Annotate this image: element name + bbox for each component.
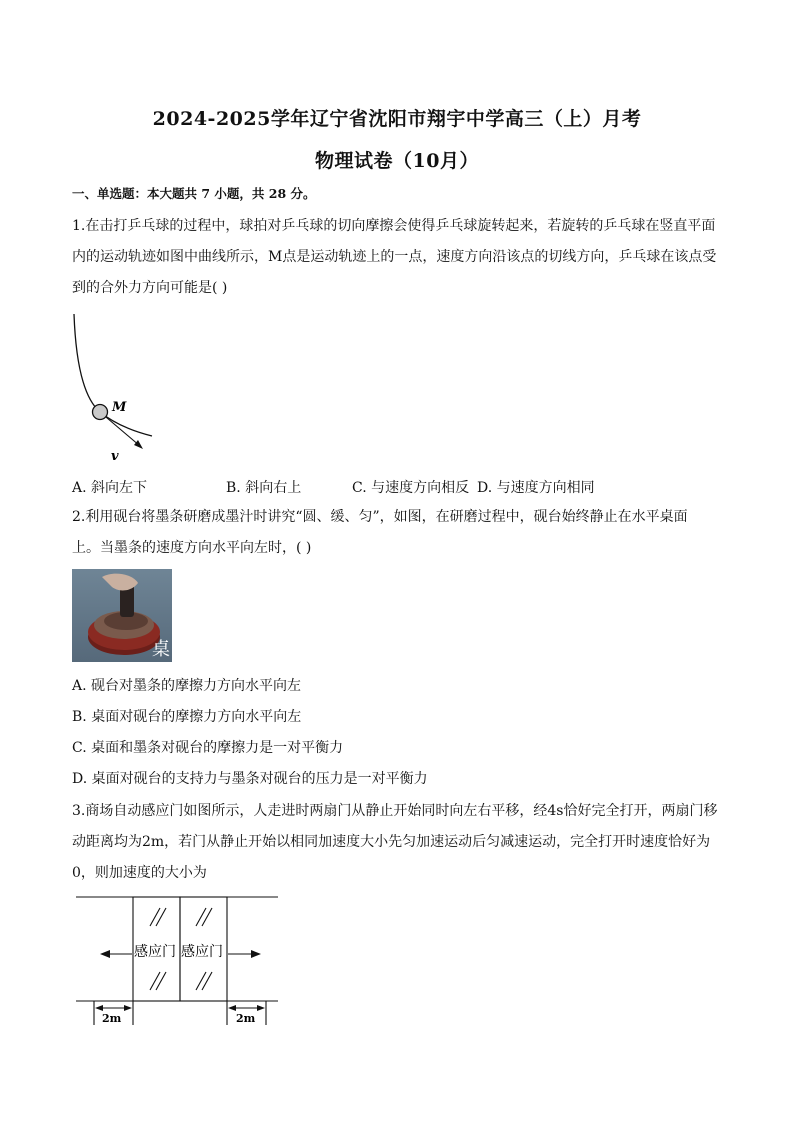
right-arrowhead	[251, 950, 261, 958]
question-1-line-1: 1.在击打乒乓球的过程中，球拍对乒乓球的切向摩擦会使得乒乓球旋转起来，若旋转的乒乓球在竖直平面	[72, 218, 716, 234]
ball-point-m	[93, 405, 108, 420]
q2-option-b: B. 桌面对砚台的摩擦力方向水平向左	[72, 709, 302, 725]
door-right-label: 感应门	[181, 944, 223, 960]
q2-option-d: D. 桌面对砚台的支持力与墨条对砚台的压力是一对平衡力	[72, 771, 428, 787]
sliding-door-figure	[70, 890, 285, 1030]
question-2-line-2: 上。当墨条的速度方向水平向左时，( )	[72, 540, 312, 556]
question-3-text	[72, 796, 722, 889]
exam-title: 2024-2025学年辽宁省沈阳市翔宇中学高三（上）月考	[152, 108, 642, 130]
trajectory-curve	[74, 314, 152, 436]
question-3-line-3: 0，则加速度的大小为	[72, 865, 207, 881]
q2-option-a: A. 砚台对墨条的摩擦力方向水平向左	[72, 678, 302, 694]
q1-option-b: B. 斜向右上	[226, 480, 302, 496]
q1-option-c: C. 与速度方向相反	[352, 480, 470, 496]
question-1-line-3: 到的合外力方向可能是( )	[72, 280, 228, 296]
question-2-line-1: 2.利用砚台将墨条研磨成墨汁时讲究“圆、缓、匀”，如图，在研磨过程中，砚台始终静止在水平桌面	[72, 509, 688, 525]
q1-option-a: A. 斜向左下	[72, 480, 148, 496]
question-3-line-1: 3.商场自动感应门如图所示，人走进时两扇门从静止开始同时向左右平移，经4s恰好完全打开，两扇门移	[72, 803, 718, 819]
q1-option-d: D. 与速度方向相同	[477, 480, 595, 496]
inkstone-photo	[72, 569, 172, 662]
door-left-label: 感应门	[134, 944, 176, 960]
photo-label: 桌	[152, 639, 170, 660]
q2-option-c: C. 桌面和墨条对砚台的摩擦力是一对平衡力	[72, 740, 344, 756]
distance-left-label: 2m	[102, 1012, 122, 1025]
trajectory-figure	[66, 310, 166, 465]
point-m-label: M	[112, 400, 127, 415]
question-2-text	[72, 502, 722, 564]
question-1-line-2: 内的运动轨迹如图中曲线所示，M点是运动轨迹上的一点，速度方向沿该点的切线方向，乒乓球在该点受	[72, 249, 717, 265]
question-1-text	[72, 211, 722, 304]
question-3-line-2: 动距离均为2m，若门从静止开始以相同加速度大小先匀加速运动后匀减速运动，完全打开时速度恰好为	[72, 834, 711, 850]
left-arrowhead	[100, 950, 110, 958]
distance-right-label: 2m	[236, 1012, 256, 1025]
velocity-label: v	[111, 449, 119, 464]
section-heading: 一、单选题：本大题共 7 小题，共 28 分。	[72, 186, 316, 201]
exam-subtitle: 物理试卷（10月）	[315, 150, 479, 172]
